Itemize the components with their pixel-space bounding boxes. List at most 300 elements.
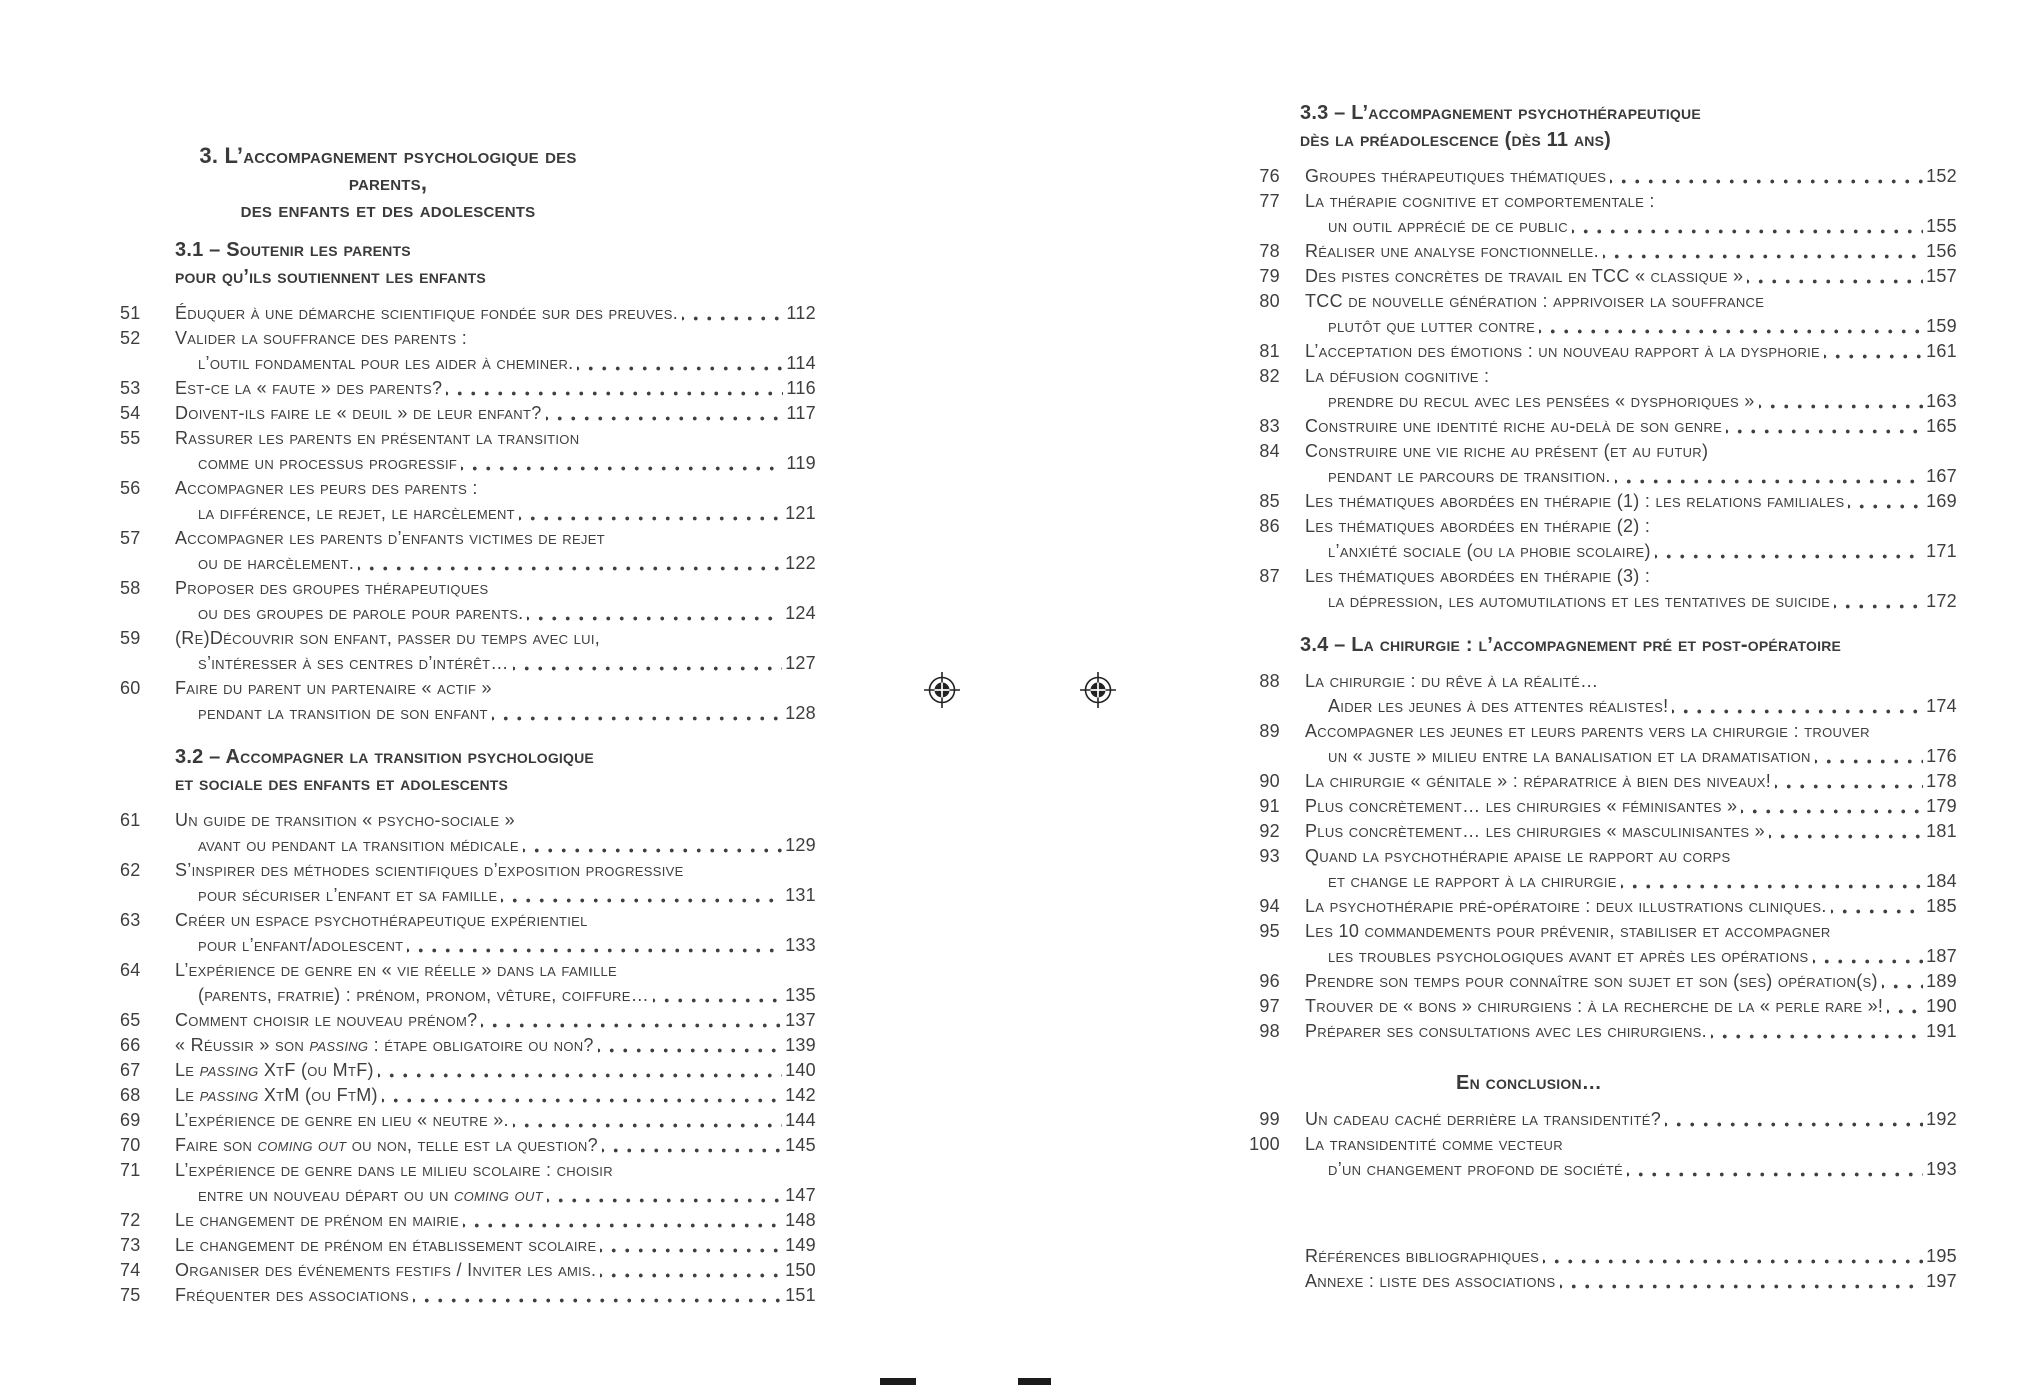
entry-lines <box>1305 564 1957 614</box>
toc-entry <box>118 376 816 401</box>
dot-leader <box>481 1008 782 1033</box>
dot-leader <box>358 551 782 576</box>
entry-title-text: Aider les jeunes à des attentes réalistes! <box>1328 696 1669 716</box>
dot-leader <box>1824 339 1923 364</box>
entry-line <box>1305 919 1957 944</box>
toc-entry <box>118 1058 816 1083</box>
entry-number: 100 <box>1249 1134 1280 1154</box>
italic-term: coming out <box>257 1135 347 1155</box>
entry-page-number: 163 <box>1926 391 1957 411</box>
entry-line <box>175 401 816 426</box>
entry-line <box>175 1233 816 1258</box>
dot-leader <box>461 451 783 476</box>
entry-page-number: 148 <box>785 1210 816 1230</box>
entry-page-number: 195 <box>1926 1246 1957 1266</box>
entry-line <box>1305 439 1957 464</box>
entry-title-text: Faire du parent un partenaire « actif » <box>175 678 492 698</box>
entry-number: 79 <box>1259 266 1280 286</box>
entry-title-text: Construire une vie riche au présent (et au futur) <box>1305 441 1709 461</box>
entry-title-text: Références bibliographiques <box>1305 1246 1540 1266</box>
dot-leader <box>600 1233 782 1258</box>
toc-entry <box>1245 514 1957 564</box>
entry-title-text: la dépression, les automutilations et les tentatives de suicide <box>1328 591 1831 611</box>
entry-line <box>1305 1157 1957 1182</box>
entry-line <box>175 676 816 701</box>
toc-section <box>1245 1070 1957 1182</box>
entry-line <box>1305 489 1957 514</box>
entry-title-text: Accompagner les parents d’enfants victimes de rejet <box>175 528 605 548</box>
entry-title-text: (Re)Découvrir son enfant, passer du temps avec lui, <box>175 628 601 648</box>
entry-lines <box>1305 769 1957 794</box>
entry-number: 81 <box>1259 341 1280 361</box>
entry-page-number: 161 <box>1926 341 1957 361</box>
entry-title-text: La transidentité comme vecteur <box>1305 1134 1563 1154</box>
dot-leader <box>1603 239 1923 264</box>
entry-number: 55 <box>120 428 141 448</box>
italic-term: passing <box>199 1060 259 1080</box>
entry-title-text: s’intéresser à ses centres d’intérêt… <box>198 653 509 673</box>
entry-lines <box>175 858 816 908</box>
entry-title-text: Est-ce la « faute » des parents? <box>175 378 443 398</box>
entry-line <box>175 883 816 908</box>
toc-entry <box>118 476 816 526</box>
entry-lines <box>1305 239 1957 264</box>
dot-leader <box>1887 994 1923 1019</box>
entry-number: 87 <box>1259 566 1280 586</box>
entry-lines <box>175 326 816 376</box>
toc-entry <box>118 626 816 676</box>
dot-leader <box>501 883 782 908</box>
dot-leader <box>1543 1244 1923 1269</box>
entry-title-text: Faire son coming out ou non, telle est la question? <box>175 1135 598 1155</box>
entry-page-number: 189 <box>1926 971 1957 991</box>
entry-number: 82 <box>1259 366 1280 386</box>
toc-entry <box>1245 1269 1957 1294</box>
dot-leader <box>1769 819 1923 844</box>
dot-leader <box>602 1133 782 1158</box>
entry-title-text: un outil apprécié de ce public <box>1328 216 1568 236</box>
entry-title-text: Trouver de « bons » chirurgiens : à la recherche de la « perle rare »! <box>1305 996 1884 1016</box>
toc-entry <box>118 526 816 576</box>
entry-line <box>1305 694 1957 719</box>
entry-number: 67 <box>120 1060 141 1080</box>
entry-page-number: 131 <box>785 885 816 905</box>
toc-entry <box>118 326 816 376</box>
entry-lines <box>1305 844 1957 894</box>
section-heading <box>1300 100 1957 154</box>
entry-lines <box>175 1133 816 1158</box>
entry-line <box>175 526 816 551</box>
dot-leader <box>1627 1157 1923 1182</box>
entry-line <box>175 576 816 601</box>
entry-page-number: 121 <box>785 503 816 523</box>
entry-line <box>175 701 816 726</box>
entry-title-text: la différence, le rejet, le harcèlement <box>198 503 515 523</box>
entry-title-text: La psychothérapie pré-opératoire : deux illustrations cliniques. <box>1305 896 1827 916</box>
entry-line <box>1305 414 1957 439</box>
toc-section <box>118 744 816 1308</box>
entry-number <box>1245 1269 1305 1294</box>
toc-entry <box>1245 969 1957 994</box>
entry-page-number: 179 <box>1926 796 1957 816</box>
entry-lines <box>175 576 816 626</box>
toc-entry <box>118 1008 816 1033</box>
entry-title-text: Prendre son temps pour connaître son sujet et son (ses) opération(s) <box>1305 971 1878 991</box>
toc-section <box>1245 632 1957 1044</box>
toc-entry <box>118 1108 816 1133</box>
entry-lines <box>175 476 816 526</box>
entry-title-text: S’inspirer des méthodes scientifiques d’exposition progressive <box>175 860 684 880</box>
section-heading-line: dès la préadolescence (dès 11 ans) <box>1300 129 1611 151</box>
entry-title-text: Accompagner les jeunes et leurs parents vers la chirurgie : trouver <box>1305 721 1870 741</box>
entry-number: 85 <box>1259 491 1280 511</box>
entry-title-text: Comment choisir le nouveau prénom? <box>175 1010 478 1030</box>
entry-line <box>1305 539 1957 564</box>
entry-lines <box>1305 189 1957 239</box>
entry-number: 73 <box>120 1235 141 1255</box>
toc-sections-left <box>118 237 816 1308</box>
entry-line <box>1305 364 1957 389</box>
entry-line <box>1305 1132 1957 1157</box>
entry-page-number: 187 <box>1926 946 1957 966</box>
entry-number: 90 <box>1259 771 1280 791</box>
dot-leader <box>682 301 783 326</box>
entry-title-text: pour sécuriser l’enfant et sa famille <box>198 885 498 905</box>
toc-entry <box>1245 994 1957 1019</box>
dot-leader <box>1741 794 1923 819</box>
dot-leader <box>1775 769 1923 794</box>
entry-title-text: Plus concrètement… les chirurgies « féminisantes » <box>1305 796 1738 816</box>
entry-line <box>1305 669 1957 694</box>
toc-entry <box>1245 1019 1957 1044</box>
dot-leader <box>513 1108 782 1133</box>
section-heading-line: En conclusion… <box>1456 1072 1602 1094</box>
entry-title-text: entre un nouveau départ ou un coming out <box>198 1185 543 1205</box>
entry-lines <box>1305 414 1957 439</box>
toc-entry <box>118 1208 816 1233</box>
dot-leader <box>1655 539 1923 564</box>
toc-entry <box>1245 844 1957 894</box>
entry-lines <box>175 1108 816 1133</box>
italic-term: passing <box>199 1085 259 1105</box>
entry-line <box>1305 214 1957 239</box>
entry-title-text: l’outil fondamental pour les aider à cheminer. <box>198 353 574 373</box>
toc-entry <box>1245 1132 1957 1182</box>
entry-title-text: Créer un espace psychothérapeutique expérientiel <box>175 910 588 930</box>
entry-number: 57 <box>120 528 141 548</box>
entry-number: 80 <box>1259 291 1280 311</box>
entry-line <box>1305 744 1957 769</box>
entry-page-number: 190 <box>1926 996 1957 1016</box>
entry-lines <box>175 401 816 426</box>
entry-lines <box>175 1158 816 1208</box>
entry-title-text: Éduquer à une démarche scientifique fondée sur des preuves. <box>175 303 679 323</box>
entry-title-text: prendre du recul avec les pensées « dysphoriques » <box>1328 391 1755 411</box>
entry-lines <box>1305 339 1957 364</box>
entry-page-number: 181 <box>1926 821 1957 841</box>
entry-lines <box>1305 794 1957 819</box>
entry-number: 92 <box>1259 821 1280 841</box>
toc-entry <box>118 1083 816 1108</box>
toc-sections-right <box>1245 100 1957 1294</box>
entry-page-number: 135 <box>785 985 816 1005</box>
dot-leader <box>446 376 783 401</box>
entry-title-text: avant ou pendant la transition médicale <box>198 835 519 855</box>
entry-line <box>175 301 816 326</box>
entry-page-number: 129 <box>785 835 816 855</box>
entry-line <box>1305 264 1957 289</box>
entry-line <box>175 1258 816 1283</box>
entry-number: 74 <box>120 1260 141 1280</box>
entry-title-text: La chirurgie : du rêve à la réalité… <box>1305 671 1599 691</box>
entry-number: 78 <box>1259 241 1280 261</box>
entry-title-text: La défusion cognitive : <box>1305 366 1490 386</box>
toc-entry <box>118 1233 816 1258</box>
entry-title-text: Un cadeau caché derrière la transidentité? <box>1305 1109 1662 1129</box>
toc-entry <box>1245 289 1957 339</box>
entry-line <box>1305 164 1957 189</box>
entry-title-text: Accompagner les peurs des parents : <box>175 478 478 498</box>
entry-number: 60 <box>120 678 141 698</box>
toc-entry <box>118 426 816 476</box>
entry-title-text: pour l’enfant/adolescent <box>198 935 404 955</box>
entry-lines <box>1305 1019 1957 1044</box>
entry-line <box>1305 189 1957 214</box>
entry-page-number: 192 <box>1926 1109 1957 1129</box>
section-heading <box>175 237 816 291</box>
entry-line <box>1305 794 1957 819</box>
entry-lines <box>175 1258 816 1283</box>
entry-number: 99 <box>1259 1109 1280 1129</box>
entry-lines <box>1305 1244 1957 1269</box>
entry-number: 71 <box>120 1160 141 1180</box>
entry-page-number: 193 <box>1926 1159 1957 1179</box>
entry-number: 65 <box>120 1010 141 1030</box>
dot-leader <box>382 1083 782 1108</box>
entry-page-number: 184 <box>1926 871 1957 891</box>
entry-page-number: 178 <box>1926 771 1957 791</box>
toc-section <box>118 237 816 726</box>
entry-page-number: 122 <box>785 553 816 573</box>
dot-leader <box>463 1208 782 1233</box>
entry-lines <box>1305 819 1957 844</box>
entry-title-text: Préparer ses consultations avec les chirurgiens. <box>1305 1021 1707 1041</box>
italic-term: passing <box>309 1035 369 1055</box>
entry-line <box>175 501 816 526</box>
entry-title-text: TCC de nouvelle génération : apprivoiser la souffrance <box>1305 291 1765 311</box>
entry-line <box>1305 869 1957 894</box>
entry-line <box>175 1133 816 1158</box>
entry-line <box>1305 769 1957 794</box>
entry-lines <box>1305 264 1957 289</box>
entry-title-text: Des pistes concrètes de travail en TCC « classique » <box>1305 266 1744 286</box>
section-heading-line: 3.3 – L’accompagnement psychothérapeutique <box>1300 102 1701 124</box>
toc-entry <box>118 1283 816 1308</box>
entry-title-text: ou des groupes de parole pour parents. <box>198 603 524 623</box>
dot-leader <box>1610 164 1923 189</box>
entry-number: 59 <box>120 628 141 648</box>
entry-lines <box>1305 719 1957 769</box>
entry-lines <box>1305 1132 1957 1182</box>
entry-number: 84 <box>1259 441 1280 461</box>
toc-entry <box>1245 769 1957 794</box>
entry-page-number: 128 <box>785 703 816 723</box>
entry-page-number: 191 <box>1926 1021 1957 1041</box>
entry-line <box>175 833 816 858</box>
entry-line <box>1305 1107 1957 1132</box>
entry-number <box>1245 1244 1305 1269</box>
entry-lines <box>1305 489 1957 514</box>
dot-leader <box>1848 489 1923 514</box>
dot-leader <box>492 701 782 726</box>
entry-number: 94 <box>1259 896 1280 916</box>
entry-line <box>175 1208 816 1233</box>
entry-lines <box>175 958 816 1008</box>
entry-number: 75 <box>120 1285 141 1305</box>
toc-entry <box>1245 414 1957 439</box>
section-heading <box>175 744 816 798</box>
dot-leader <box>1621 869 1923 894</box>
entry-number: 69 <box>120 1110 141 1130</box>
entry-line <box>175 958 816 983</box>
entry-page-number: 112 <box>786 303 816 323</box>
toc-page-left <box>118 142 816 1308</box>
chapter-title <box>175 142 601 223</box>
entry-title-text: ou de harcèlement. <box>198 553 355 573</box>
dot-leader <box>407 933 782 958</box>
toc-entry <box>1245 794 1957 819</box>
entry-title-text: Le changement de prénom en établissement scolaire <box>175 1235 597 1255</box>
entry-page-number: 151 <box>785 1285 816 1305</box>
entry-title-text: d’un changement profond de société <box>1328 1159 1623 1179</box>
entry-number: 63 <box>120 910 141 930</box>
entry-page-number: 145 <box>785 1135 816 1155</box>
entry-lines <box>1305 514 1957 564</box>
dot-leader <box>1665 1107 1923 1132</box>
entry-title-text: L’expérience de genre en « vie réelle » dans la famille <box>175 960 617 980</box>
entry-page-number: 155 <box>1926 216 1957 236</box>
entry-line <box>1305 944 1957 969</box>
entry-number: 86 <box>1259 516 1280 536</box>
entry-lines <box>1305 364 1957 414</box>
entry-line <box>1305 589 1957 614</box>
entry-lines <box>1305 919 1957 969</box>
entry-number: 56 <box>120 478 141 498</box>
entry-line <box>175 551 816 576</box>
entry-title-text: Le passing XtF (ou MtF) <box>175 1060 374 1080</box>
entry-title-text: (parents, fratrie) : prénom, pronom, vêture, coiffure… <box>198 985 650 1005</box>
toc-entry <box>1245 564 1957 614</box>
entry-line <box>175 451 816 476</box>
entry-number: 52 <box>120 328 141 348</box>
entry-title-text: les troubles psychologiques avant et après les opérations <box>1328 946 1809 966</box>
entry-page-number: 197 <box>1926 1271 1957 1291</box>
dot-leader <box>653 983 782 1008</box>
entry-number: 77 <box>1259 191 1280 211</box>
section-heading-line: 3.4 – La chirurgie : l’accompagnement pré et post-opératoire <box>1300 634 1842 656</box>
entry-lines <box>175 1283 816 1308</box>
entry-line <box>1305 844 1957 869</box>
entry-title-text: Le passing XtM (ou FtM) <box>175 1085 378 1105</box>
entry-number: 62 <box>120 860 141 880</box>
toc-entry <box>1245 364 1957 414</box>
entry-title-text: comme un processus progressif <box>198 453 458 473</box>
entry-title-text: et change le rapport à la chirurgie <box>1328 871 1617 891</box>
section-heading-line: pour qu’ils soutiennent les enfants <box>175 266 486 288</box>
entry-lines <box>175 908 816 958</box>
entry-number: 58 <box>120 578 141 598</box>
section-heading-line: 3.2 – Accompagner la transition psychologique <box>175 746 594 768</box>
section-heading <box>1245 1070 1813 1097</box>
entry-title-text: Fréquenter des associations <box>175 1285 409 1305</box>
entry-title-text: un « juste » milieu entre la banalisation et la dramatisation <box>1328 746 1811 766</box>
dot-leader <box>513 651 782 676</box>
entry-line <box>175 1083 816 1108</box>
toc-entry <box>118 1258 816 1283</box>
entry-line <box>1305 894 1957 919</box>
entry-title-text: Groupes thérapeutiques thématiques <box>1305 166 1607 186</box>
entry-number: 91 <box>1259 796 1280 816</box>
entry-page-number: 167 <box>1926 466 1957 486</box>
dot-leader <box>1572 214 1923 239</box>
entry-line <box>1305 994 1957 1019</box>
entry-line <box>1305 1244 1957 1269</box>
entry-page-number: 150 <box>785 1260 816 1280</box>
entry-lines <box>175 676 816 726</box>
dot-leader <box>546 401 784 426</box>
toc-entry <box>118 401 816 426</box>
entry-lines <box>175 808 816 858</box>
entry-lines <box>175 1008 816 1033</box>
entry-number: 61 <box>120 810 141 830</box>
dot-leader <box>527 601 782 626</box>
entry-page-number: 157 <box>1926 266 1957 286</box>
entry-page-number: 156 <box>1926 241 1957 261</box>
entry-page-number: 165 <box>1926 416 1957 436</box>
entry-page-number: 119 <box>786 453 816 473</box>
entry-title-text: Organiser des événements festifs / Inviter les amis. <box>175 1260 597 1280</box>
italic-term: coming out <box>453 1185 543 1205</box>
entry-number: 88 <box>1259 671 1280 691</box>
entry-lines <box>1305 1107 1957 1132</box>
trim-bar-icon <box>1018 1378 1051 1385</box>
entry-page-number: 144 <box>785 1110 816 1130</box>
entry-title-text: pendant la transition de son enfant <box>198 703 488 723</box>
entry-line <box>175 351 816 376</box>
entry-page-number: 139 <box>785 1035 816 1055</box>
toc-entry <box>118 1133 816 1158</box>
entry-line <box>175 651 816 676</box>
entry-line <box>1305 464 1957 489</box>
section-heading-line: 3.1 – Soutenir les parents <box>175 239 411 261</box>
entry-line <box>1305 564 1957 589</box>
entry-line <box>175 1183 816 1208</box>
toc-entry <box>118 858 816 908</box>
entry-number: 70 <box>120 1135 141 1155</box>
toc-entry <box>1245 919 1957 969</box>
dot-leader <box>378 1058 782 1083</box>
entry-line <box>1305 719 1957 744</box>
entry-number: 83 <box>1259 416 1280 436</box>
entry-title-text: Le changement de prénom en mairie <box>175 1210 459 1230</box>
entry-line <box>175 426 816 451</box>
entry-page-number: 174 <box>1926 696 1957 716</box>
entry-page-number: 114 <box>786 353 816 373</box>
entry-title-text: Annexe : liste des associations <box>1305 1271 1556 1291</box>
toc-entry <box>1245 719 1957 769</box>
entry-line <box>175 476 816 501</box>
entry-lines <box>1305 894 1957 919</box>
